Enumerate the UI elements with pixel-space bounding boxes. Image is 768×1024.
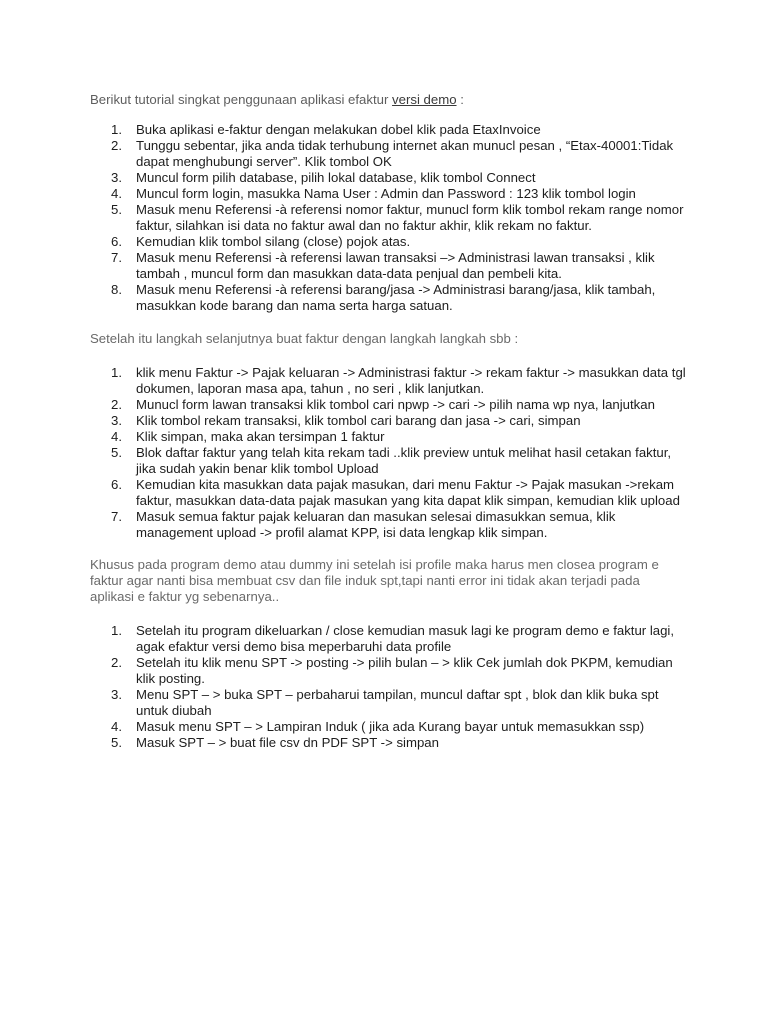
item-number: 5.: [111, 445, 122, 460]
item-number: 5.: [111, 735, 122, 750]
item-number: 8.: [111, 282, 122, 297]
item-number: 3.: [111, 413, 122, 428]
item-text: Menu SPT – > buka SPT – perbaharui tampilan, muncul daftar spt , blok dan klik buka spt untuk diubah: [136, 687, 659, 718]
spt-steps-list: [90, 623, 690, 751]
item-number: 2.: [111, 138, 122, 153]
list-item: [90, 735, 690, 751]
item-number: 4.: [111, 186, 122, 201]
list-item: [90, 250, 690, 282]
item-number: 7.: [111, 509, 122, 524]
list-item: [90, 234, 690, 250]
item-text: klik menu Faktur -> Pajak keluaran -> Administrasi faktur -> rekam faktur -> masukkan data tgl dokumen, laporan masa apa, tahun , no seri , klik lanjutkan.: [136, 365, 686, 396]
intro-text: Berikut tutorial singkat penggunaan aplikasi efaktur: [90, 92, 393, 107]
paragraph-next-steps: Setelah itu langkah selanjutnya buat faktur dengan langkah langkah sbb :: [90, 331, 519, 346]
paragraph-demo-note: Khusus pada program demo atau dummy ini setelah isi profile maka harus men closea program e faktur agar nanti bisa membuat csv dan file induk spt,tapi nanti error ini tidak akan terjadi pada aplikasi e faktur yg sebenarnya..: [90, 557, 659, 604]
list-item: [90, 477, 690, 509]
list-item: [90, 655, 690, 687]
list-item: [90, 186, 690, 202]
item-text: Masuk menu Referensi -à referensi barang/jasa -> Administrasi barang/jasa, klik tambah, masukkan kode barang dan nama serta harga satuan.: [136, 282, 656, 313]
item-text: Setelah itu klik menu SPT -> posting -> pilih bulan – > klik Cek jumlah dok PKPM, kemudian klik posting.: [136, 655, 673, 686]
item-text: Masuk semua faktur pajak keluaran dan masukan selesai dimasukkan semua, klik management upload -> profil alamat KPP, isi data lengkap klik simpan.: [136, 509, 616, 540]
setup-steps-list: [90, 122, 690, 314]
item-text: Masuk SPT – > buat file csv dn PDF SPT -> simpan: [136, 735, 439, 750]
list-item: [90, 413, 690, 429]
intro-underlined-text: versi demo: [392, 92, 457, 107]
item-text: Masuk menu Referensi -à referensi lawan transaksi –> Administrasi lawan transaksi , klik tambah , muncul form dan masukkan data-data penjual dan pembeli kita.: [136, 250, 655, 281]
item-number: 4.: [111, 719, 122, 734]
item-number: 6.: [111, 234, 122, 249]
item-number: 1.: [111, 365, 122, 380]
item-number: 3.: [111, 170, 122, 185]
document-page: [90, 92, 690, 751]
item-text: Masuk menu SPT – > Lampiran Induk ( jika ada Kurang bayar untuk memasukkan ssp): [136, 719, 645, 734]
item-text: Masuk menu Referensi -à referensi nomor faktur, munucl form klik tombol rekam range nomor faktur, silahkan isi data no faktur awal dan no faktur akhir, klik rekam no faktur.: [136, 202, 684, 233]
list-item: [90, 122, 690, 138]
item-number: 2.: [111, 397, 122, 412]
list-item: [90, 623, 690, 655]
list-item: [90, 202, 690, 234]
list-item: [90, 397, 690, 413]
item-number: 1.: [111, 122, 122, 137]
item-text: Klik simpan, maka akan tersimpan 1 faktur: [136, 429, 385, 444]
item-text: Tunggu sebentar, jika anda tidak terhubung internet akan munucl pesan , “Etax-40001:Tidak dapat menghubungi server”. Klik tombol OK: [136, 138, 674, 169]
list-item: [90, 170, 690, 186]
item-text: Blok daftar faktur yang telah kita rekam tadi ..klik preview untuk melihat hasil cetakan faktur, jika sudah yakin benar klik tombol Upload: [136, 445, 672, 476]
item-number: 5.: [111, 202, 122, 217]
list-item: [90, 687, 690, 719]
list-item: [90, 445, 690, 477]
list-item: [90, 509, 690, 541]
item-number: 6.: [111, 477, 122, 492]
faktur-steps-list: [90, 365, 690, 541]
list-item: [90, 719, 690, 735]
item-text: Muncul form login, masukka Nama User : Admin dan Password : 123 klik tombol login: [136, 186, 636, 201]
list-item: [90, 365, 690, 397]
item-number: 4.: [111, 429, 122, 444]
list-item: [90, 429, 690, 445]
item-number: 3.: [111, 687, 122, 702]
item-text: Buka aplikasi e-faktur dengan melakukan dobel klik pada EtaxInvoice: [136, 122, 541, 137]
item-number: 1.: [111, 623, 122, 638]
list-item: [90, 282, 690, 314]
item-text: Muncul form pilih database, pilih lokal database, klik tombol Connect: [136, 170, 536, 185]
item-text: Munucl form lawan transaksi klik tombol cari npwp -> cari -> pilih nama wp nya, lanjutkan: [136, 397, 655, 412]
item-text: Kemudian kita masukkan data pajak masukan, dari menu Faktur -> Pajak masukan ->rekam faktur, masukkan data-data pajak masukan yang kita dapat klik simpan, kemudian klik upload: [136, 477, 680, 508]
list-item: [90, 138, 690, 170]
intro-line: [90, 92, 690, 108]
item-number: 7.: [111, 250, 122, 265]
intro-colon: :: [456, 92, 464, 107]
item-number: 2.: [111, 655, 122, 670]
item-text: Kemudian klik tombol silang (close) pojok atas.: [136, 234, 411, 249]
item-text: Klik tombol rekam transaksi, klik tombol cari barang dan jasa -> cari, simpan: [136, 413, 581, 428]
item-text: Setelah itu program dikeluarkan / close kemudian masuk lagi ke program demo e faktur lagi, agak efaktur versi demo bisa meperbaruhi data profile: [136, 623, 675, 654]
